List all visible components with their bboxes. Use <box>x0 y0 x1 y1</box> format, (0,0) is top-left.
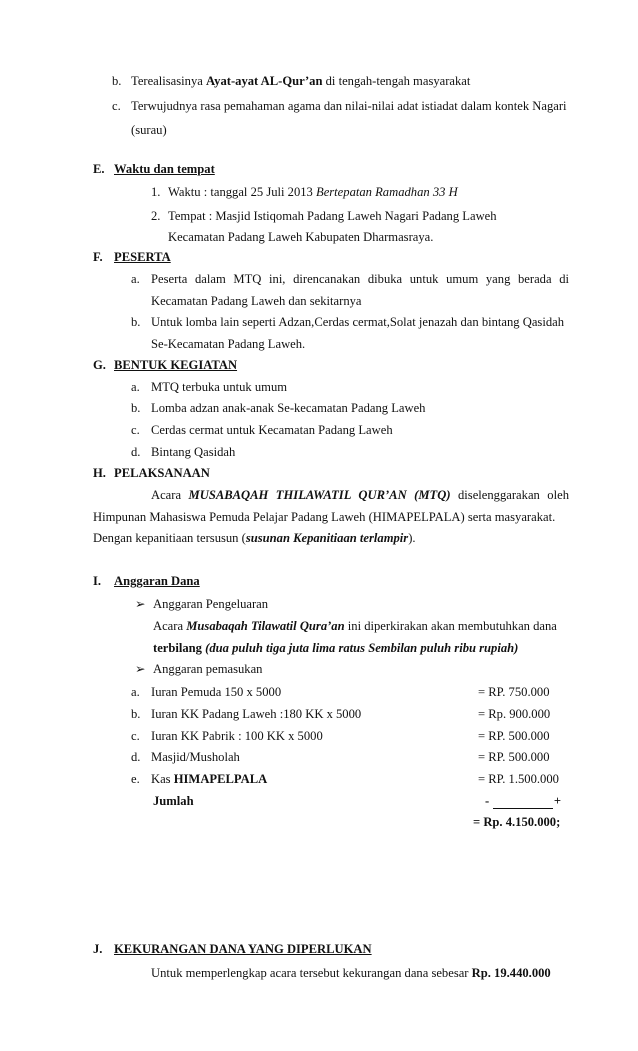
list-item-marker: e. <box>131 772 140 786</box>
intro-item-c-line2: (surau) <box>131 123 167 137</box>
section-e-item1-marker: 1. <box>151 185 161 199</box>
section-f-a-line1: Peserta dalam MTQ ini, direncanakan dibuka untuk umum yang berada di <box>151 272 569 286</box>
section-j-line: Untuk memperlengkap acara tersebut kekurangan dana sebesar Rp. 19.440.000 <box>151 966 551 980</box>
budget-amount: = Rp. 900.000 <box>478 707 551 721</box>
budget-item: Iuran Pemuda 150 x 5000 <box>151 685 282 699</box>
list-marker: b. <box>112 74 122 88</box>
section-g-title: BENTUK KEGIATAN <box>114 358 238 372</box>
section-j-letter: J. <box>93 942 103 956</box>
list-item: Lomba adzan anak-anak Se-kecamatan Padang Laweh <box>151 401 426 415</box>
budget-total: = Rp. 4.150.000; <box>473 815 561 829</box>
intro-item-c <box>112 100 121 113</box>
list-item-marker: c. <box>131 729 140 743</box>
list-item-marker: d. <box>131 445 141 459</box>
budget-amount: = RP. 500.000 <box>478 750 550 764</box>
section-e-item2-line2: Kecamatan Padang Laweh Kabupaten Dharmasraya. <box>168 230 434 244</box>
intro-item-c-line1: Terwujudnya rasa pemahaman agama dan nilai-nilai adat istiadat dalam kontek Nagari <box>131 99 567 113</box>
section-e-item2-line1: Tempat : Masjid Istiqomah Padang Laweh Nagari Padang Laweh <box>168 209 497 223</box>
budget-amount: = RP. 750.000 <box>478 685 550 699</box>
intro-item-b-text: Terealisasinya Ayat-ayat AL-Qur’an di tengah-tengah masyarakat <box>131 74 471 88</box>
intro-item-b <box>112 75 121 88</box>
list-item-marker: c. <box>131 423 140 437</box>
section-e-letter: E. <box>93 162 105 176</box>
section-i-title: Anggaran Dana <box>114 574 200 588</box>
budget-amount: = RP. 1.500.000 <box>478 772 559 786</box>
pengeluaran-label: Anggaran Pengeluaran <box>153 597 269 611</box>
section-h-line1: Acara MUSABAQAH THILAWATIL QUR’AN (MTQ) diselenggarakan oleh <box>151 488 569 502</box>
list-item: Cerdas cermat untuk Kecamatan Padang Laweh <box>151 423 393 437</box>
list-item-marker: b. <box>131 707 141 721</box>
pemasukan-label: Anggaran pemasukan <box>153 662 263 676</box>
budget-amount: = RP. 500.000 <box>478 729 550 743</box>
list-marker: c. <box>112 99 121 113</box>
list-item-marker: d. <box>131 750 141 764</box>
list-item: Bintang Qasidah <box>151 445 236 459</box>
bullet-arrow-icon: ➢ <box>135 662 146 676</box>
bullet-arrow-icon: ➢ <box>135 597 146 611</box>
budget-item: Iuran KK Padang Laweh :180 KK x 5000 <box>151 707 362 721</box>
sum-underline <box>493 808 553 809</box>
sum-minus: - <box>485 794 490 808</box>
section-f-b-line2: Se-Kecamatan Padang Laweh. <box>151 337 306 351</box>
pengeluaran-line2: terbilang (dua puluh tiga juta lima ratus Sembilan puluh ribu rupiah) <box>153 641 519 655</box>
list-item-marker: b. <box>131 401 141 415</box>
section-e-item1: Waktu : tanggal 25 Juli 2013 Bertepatan Ramadhan 33 H <box>168 185 458 199</box>
section-i-letter: I. <box>93 574 102 588</box>
section-h-letter: H. <box>93 466 106 480</box>
section-e-item2-marker: 2. <box>151 209 161 223</box>
budget-item: Masjid/Musholah <box>151 750 240 764</box>
list-item-marker: a. <box>131 380 140 394</box>
section-f-a-line2: Kecamatan Padang Laweh dan sekitarnya <box>151 294 362 308</box>
section-f-b-marker: b. <box>131 315 141 329</box>
list-item-marker: a. <box>131 685 140 699</box>
section-j-title: KEKURANGAN DANA YANG DIPERLUKAN <box>114 942 372 956</box>
section-f-b-line1: Untuk lomba lain seperti Adzan,Cerdas cermat,Solat jenazah dan bintang Qasidah <box>151 315 565 329</box>
section-h-line3: Dengan kepanitiaan tersusun (susunan Kepanitiaan terlampir). <box>93 531 416 545</box>
pengeluaran-line1: Acara Musabaqah Tilawatil Qura’an ini diperkirakan akan membutuhkan dana <box>153 619 557 633</box>
list-item: MTQ terbuka untuk umum <box>151 380 288 394</box>
section-e-title: Waktu dan tempat <box>114 162 215 176</box>
sum-line <box>481 795 561 811</box>
budget-item: Kas HIMAPELPALA <box>151 772 268 786</box>
section-h-title: PELAKSANAAN <box>114 466 210 480</box>
section-f-letter: F. <box>93 250 103 264</box>
section-f-a-marker: a. <box>131 272 140 286</box>
section-h-line2: Himpunan Mahasiswa Pemuda Pelajar Padang Laweh (HIMAPELPALA) serta masyarakat. <box>93 510 556 524</box>
section-f-title: PESERTA <box>114 250 171 264</box>
jumlah-label: Jumlah <box>153 794 194 808</box>
section-g-letter: G. <box>93 358 106 372</box>
sum-plus: + <box>553 794 561 808</box>
budget-item: Iuran KK Pabrik : 100 KK x 5000 <box>151 729 323 743</box>
